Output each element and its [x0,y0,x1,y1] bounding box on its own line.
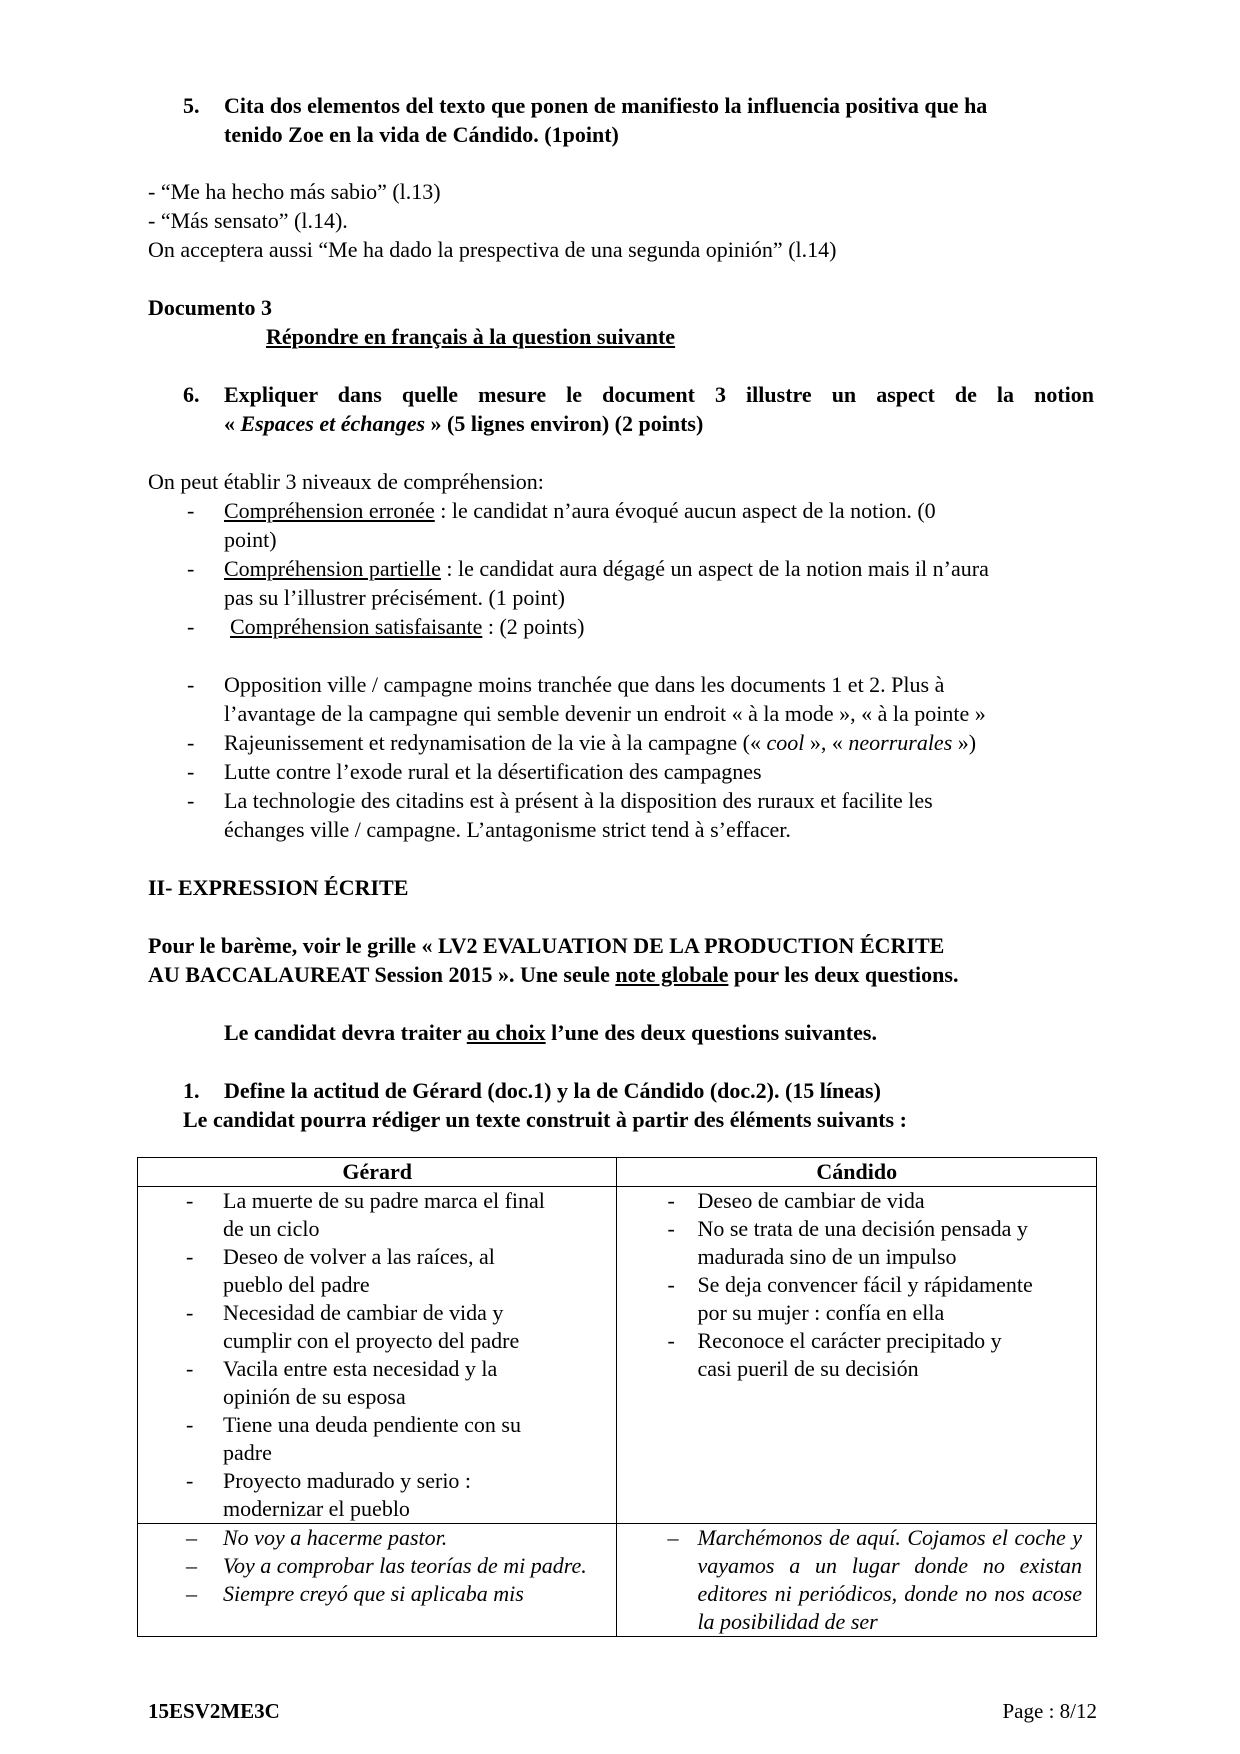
q5-number: 5. [183,93,200,118]
point-1-line2: l’avantage de la campagne qui semble devenir un endroit « à la mode », « à la pointe » [224,701,986,726]
section-title: II- EXPRESSION ÉCRITE [148,875,409,900]
candido-cell [617,1187,1097,1524]
gerard-quotes-cell [138,1524,617,1637]
point-3: Lutte contre l’exode rural et la désertification des campagnes [224,759,762,784]
point-dash: - [187,759,195,784]
point-4-line1: La technologie des citadins est à présent à la disposition des ruraux et facilite les [224,788,933,813]
list-item: - Vacila entre esta necesidad y la opinión de su esposa [186,1356,498,1409]
level-dash: - [187,556,195,581]
bareme-line1: Pour le barème, voir le grille « LV2 EVALUATION DE LA PRODUCTION ÉCRITE [148,933,945,958]
quote-item: – No voy a hacerme pastor. [186,1525,448,1550]
q5-line1: Cita dos elementos del texto que ponen de manifiesto la influencia positiva que ha [224,93,988,118]
point-dash: - [187,730,195,755]
list-item: - Se deja convencer fácil y rápidamente por su mujer : confía en ella [667,1272,1033,1325]
point-1-line1: Opposition ville / campagne moins tranchée que dans les documents 1 et 2. Plus à [224,672,945,697]
list-item: - Reconoce el carácter precipitado y casi pueril de su decisión [667,1328,1002,1381]
quote-item: – Marchémonos de aquí. Cojamos el coche y vayamos a un lugar donde no existan editores ni periódicos, donde no nos acose la posibilidad de ser [667,1525,1082,1634]
choice-line: Le candidat devra traiter au choix l’une des deux questions suivantes. [224,1020,877,1045]
q5-line2: tenido Zoe en la vida de Cándido. (1point) [224,122,619,147]
gerard-cell [138,1187,617,1524]
level-partielle-cont: pas su l’illustrer précisément. (1 point) [224,585,565,610]
quote-item: – Voy a comprobar las teorías de mi padre. [186,1553,587,1578]
doc3-instruction: Répondre en français à la question suivante [266,324,676,349]
list-item: - Deseo de volver a las raíces, al pueblo del padre [186,1244,495,1297]
list-item: - No se trata de una decisión pensada y madurada sino de un impulso [667,1216,1028,1269]
footer-code: 15ESV2ME3C [148,1699,280,1723]
comparison-table [137,1157,1097,1637]
q5-answer-1: - “Me ha hecho más sabio” (l.13) [148,179,441,204]
header-gerard: Gérard [138,1158,617,1187]
bareme-line2: AU BACCALAUREAT Session 2015 ». Une seule note globale pour les deux questions. [148,962,959,987]
q1-line2: Le candidat pourra rédiger un texte construit à partir des éléments suivants : [183,1107,907,1132]
point-4-line2: échanges ville / campagne. L’antagonisme strict tend à s’effacer. [224,817,791,842]
q6-line2: « Espaces et échanges » (5 lignes environ) (2 points) [224,411,704,436]
q6-line1: Expliquer dans quelle mesure le document 3 illustre un aspect de la notion [224,382,1094,407]
q6-intro: On peut établir 3 niveaux de compréhension: [148,469,544,494]
footer-page: Page : 8/12 [1002,1699,1097,1723]
candido-quote-cell [617,1524,1097,1637]
level-erronee: Compréhension erronée : le candidat n’aura évoqué aucun aspect de la notion. (0 [224,498,936,523]
quote-item: – Siempre creyó que si aplicaba mis [186,1581,524,1606]
header-candido: Cándido [617,1158,1097,1187]
level-dash: - [187,498,195,523]
level-partielle: Compréhension partielle : le candidat aura dégagé un aspect de la notion mais il n’aura [224,556,989,581]
q5-answer-3: On acceptera aussi “Me ha dado la prespectiva de una segunda opinión” (l.14) [148,237,837,262]
point-dash: - [187,672,195,697]
list-item: - Deseo de cambiar de vida [667,1188,925,1213]
list-item: - Necesidad de cambiar de vida y cumplir con el proyecto del padre [186,1300,520,1353]
q1-number: 1. [183,1078,200,1103]
level-erronee-cont: point) [224,527,277,552]
list-item: - Proyecto madurado y serio : modernizar el pueblo [186,1468,472,1521]
point-2: Rajeunissement et redynamisation de la vie à la campagne (« cool », « neorrurales ») [224,730,977,755]
level-dash: - [187,614,195,639]
q1-line1: Define la actitud de Gérard (doc.1) y la de Cándido (doc.2). (15 líneas) [224,1078,881,1103]
q5-answer-2: - “Más sensato” (l.14). [148,208,348,233]
q6-number: 6. [183,382,200,407]
list-item: - La muerte de su padre marca el final de un ciclo [186,1188,545,1241]
point-dash: - [187,788,195,813]
list-item: - Tiene una deuda pendiente con su padre [186,1412,521,1465]
level-satisfaisante: Compréhension satisfaisante : (2 points) [230,614,585,639]
doc3-heading: Documento 3 [148,295,273,320]
